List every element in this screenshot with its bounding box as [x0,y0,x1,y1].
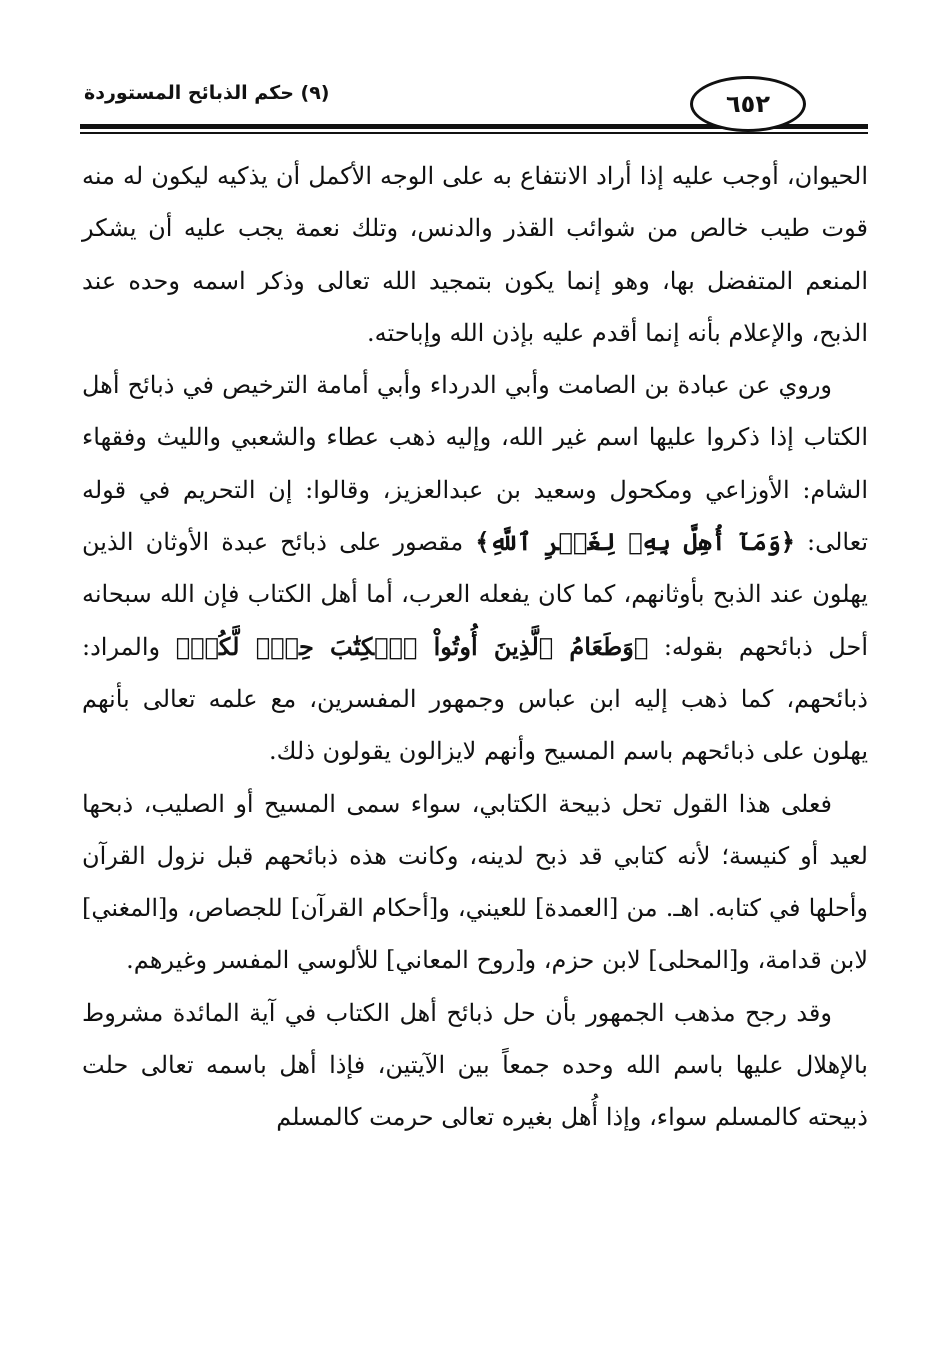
paragraph-2-text-b: مقصور على ذبائح عبدة الأوثان الذين يهلون عند الذبح بأوثانهم، كما كان يفعله العرب، أما أهل الكتاب فإن الله سبحانه أحل ذبائحهم بقوله: [82,528,868,661]
quran-verse-2: ﴿وَطَعَامُ ٱلَّذِينَ أُوتُواْ ٱلۡكِتَٰبَ حِلّٞ لَّكُمۡ﴾ [175,631,649,661]
page-number-oval [690,76,806,132]
body-text [82,150,868,1144]
page-number: ٦٥٢ [726,90,770,118]
paragraph-3: فعلى هذا القول تحل ذبيحة الكتابي، سواء سمى المسيح أو الصليب، ذبحها لعيد أو كنيسة؛ لأنه كتابي قد ذبح لدينه، وكانت هذه ذبائحهم قبل نزول القرآن وأحلها في كتابه. اهـ. من [العمدة] للعيني، و[أحكام القرآن] للجصاص، و[المغني] لابن قدامة، و[المحلى] لابن حزم، و[روح المعاني] للألوسي المفسر وغيرهم. [82,789,868,975]
paragraph-4: وقد رجح مذهب الجمهور بأن حل ذبائح أهل الكتاب في آية المائدة مشروط بالإهلال عليها باسم الله وحده جمعاً بين الآيتين، فإذا أهل باسمه تعالى حلت ذبيحته كالمسلم سواء، وإذا أُهل بغيره تعالى حرمت كالمسلم [82,998,868,1132]
quran-verse-1: ﴿وَمَآ أُهِلَّ بِهِۦ لِغَيۡرِ ٱللَّهِ﴾ [475,527,795,557]
paragraph-2-text-c: والمراد: ذبائحهم، كما ذهب إليه ابن عباس وجمهور المفسرين، مع علمه تعالى بأنهم يهلون على ذبائحهم باسم المسيح وأنهم لايزالون يقولون ذلك. [82,632,868,766]
running-title: (٩) حكم الذبائح المستوردة [84,82,330,104]
paragraph-1: الحيوان، أوجب عليه إذا أراد الانتفاع به على الوجه الأكمل أن يذكيه ليكون له منه قوت طيب خالص من شوائب القذر والدنس، وتلك نعمة يجب عليه أن يشكر المنعم المتفضل بها، وهو إنما يكون بتمجيد الله تعالى وذكر اسمه وحده عند الذبح، والإعلام بأنه إنما أقدم عليه بإذن الله وإباحته. [82,162,868,347]
header-rule-thin [80,132,868,134]
page-header [80,62,868,142]
paragraph-2-text-a: وروي عن عبادة بن الصامت وأبي الدرداء وأبي أمامة الترخيص في ذبائح أهل الكتاب إذا ذكروا عليها اسم غير الله، وإليه ذهب عطاء والشعبي والليث وفقهاء الشام: الأوزاعي ومكحول وسعيد بن عبدالعزيز، وقالوا: إن التحريم في قوله تعالى: [82,371,868,557]
paragraph-2 [82,359,868,777]
